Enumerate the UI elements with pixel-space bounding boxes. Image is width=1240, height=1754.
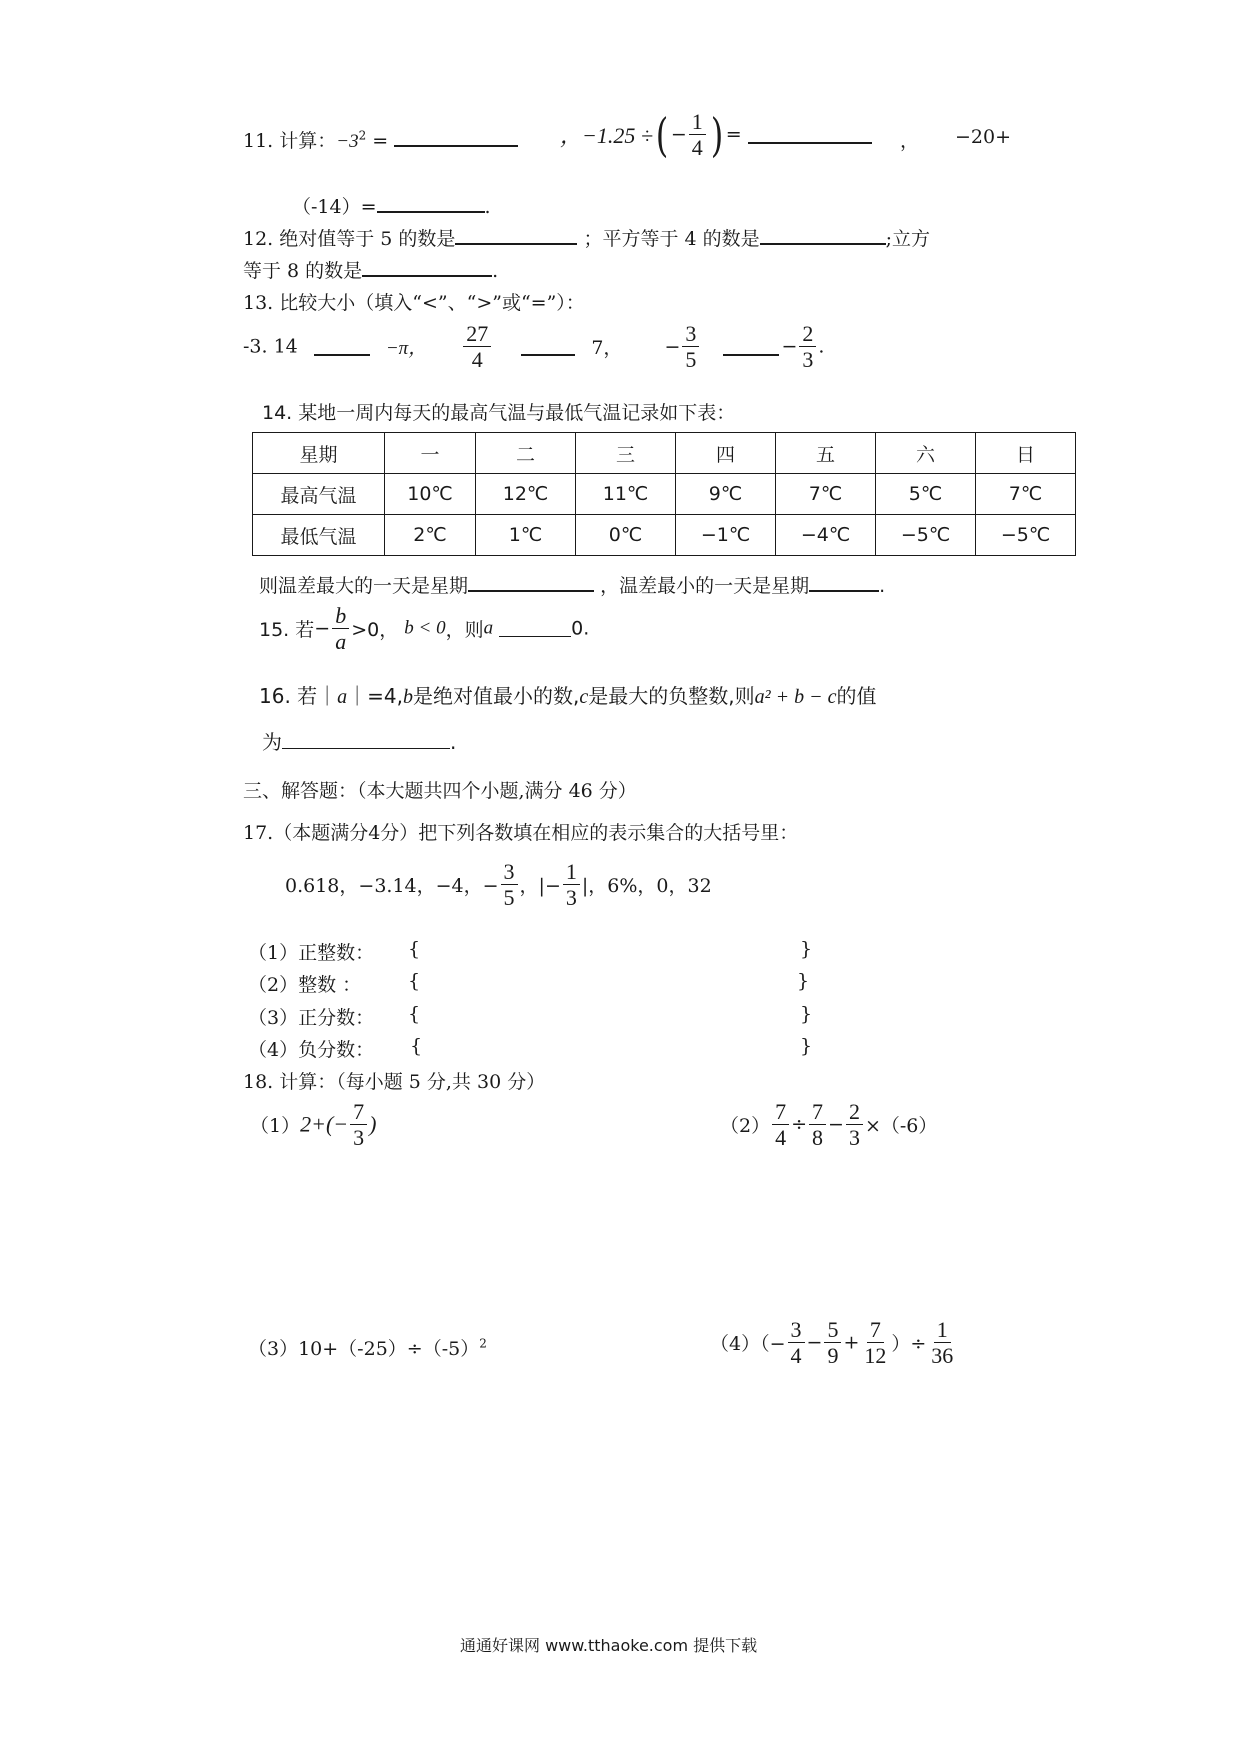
q18-part-1	[250, 1100, 376, 1149]
q16-c: c	[579, 686, 589, 708]
q17-set-2-open: {	[408, 970, 421, 992]
q16-text4: 是最大的负整数,则	[588, 684, 755, 708]
q13-blank-b[interactable]	[521, 338, 575, 356]
q11-line1	[243, 126, 518, 153]
q15-fraction	[332, 604, 349, 653]
q14-after1: 则温差最大的一天是星期	[259, 575, 469, 597]
q15-num: b	[332, 604, 349, 629]
q13-a-left: -3. 14	[243, 335, 298, 358]
q15-den: a	[335, 629, 347, 655]
q13-d-minus: −	[781, 335, 798, 358]
q18-p4-p: +	[843, 1331, 860, 1354]
q18-p4-m: −	[806, 1331, 823, 1354]
q18-p4-fraction-3	[861, 1318, 889, 1367]
q14-blank-b[interactable]	[809, 574, 879, 592]
q12-line2	[243, 256, 498, 283]
q17-f2-num: 1	[563, 860, 580, 885]
q11-expr-c: −20+	[955, 126, 1012, 148]
table-cell: 一	[385, 433, 476, 474]
table-cell: 星期	[253, 433, 385, 474]
table-row	[253, 474, 1076, 515]
q12-line1	[243, 224, 930, 251]
q16-a: a	[337, 686, 348, 708]
table-cell: 最高气温	[253, 474, 385, 515]
q16-text5: 的值	[836, 684, 877, 708]
table-cell: 二	[476, 433, 576, 474]
q11-expr-b: ，−1.25 ÷	[560, 123, 653, 149]
q11-end: .	[484, 196, 491, 218]
table-cell: 最低气温	[253, 515, 385, 556]
q15-minus: −	[314, 617, 331, 640]
q13-c-den: 5	[685, 347, 697, 373]
q11-paren-open: (	[655, 107, 669, 162]
q18-p2-div: ÷	[791, 1113, 808, 1136]
q18-p2-fraction-3	[846, 1100, 863, 1149]
q18-p2-d1: 4	[775, 1125, 787, 1151]
q15-b-cond: b < 0	[404, 617, 446, 639]
q13-d-den: 3	[802, 347, 814, 373]
q17-set-4-open: {	[410, 1035, 423, 1057]
q17-title: 17.（本题满分4分）把下列各数填在相应的表示集合的大括号里：	[243, 822, 799, 844]
q13-b-fraction	[463, 322, 491, 371]
q12-blank-c[interactable]	[362, 259, 492, 277]
q18-p4-n3: 7	[867, 1318, 884, 1343]
q16-text1: 16. 若｜	[259, 684, 338, 708]
q16-text2: ｜=4,	[347, 684, 404, 708]
q17-set-3-open: {	[408, 1003, 421, 1025]
q17-set-3-close: }	[800, 1003, 813, 1025]
table-row	[253, 515, 1076, 556]
q12-part2: ；平方等于 4 的数是	[583, 228, 760, 250]
q11-blank-c[interactable]	[377, 195, 485, 213]
q16-b: b	[403, 686, 414, 708]
q13-c-minus: −	[664, 335, 681, 358]
table-cell: 2℃	[385, 515, 476, 556]
section-3-heading: 三、解答题：（本大题共四个小题,满分 46 分）	[243, 780, 637, 802]
q16-expr: a² + b − c	[754, 686, 837, 708]
q15-label: 15. 若	[259, 619, 315, 642]
q13-c-fraction	[682, 322, 699, 371]
q18-p2-fraction-2	[809, 1100, 826, 1149]
q13-blank-a[interactable]	[314, 338, 370, 356]
q18-part-4	[710, 1318, 958, 1367]
q15-end: 0.	[571, 617, 590, 640]
q11-label: 11. 计算：	[243, 130, 337, 152]
q14-blank-a[interactable]	[468, 574, 594, 592]
q18-p2-label: （2）	[720, 1115, 771, 1138]
q17-numbers	[285, 860, 712, 909]
q11-frac-den: 4	[691, 135, 703, 161]
q11-cont: （-14）=	[292, 196, 377, 218]
q15-blank[interactable]	[499, 620, 571, 637]
table-cell: −1℃	[676, 515, 776, 556]
q18-p4-n2: 5	[824, 1318, 841, 1343]
q11-fraction	[689, 110, 706, 159]
q13-title: 13. 比较大小（填入“<”、“>”或“=”）：	[243, 292, 585, 314]
q18-p3: （3）10+（-25）÷（-5）	[248, 1338, 480, 1360]
q18-p4-d2: 9	[827, 1343, 839, 1369]
q18-p2-d3: 3	[848, 1125, 860, 1151]
table-cell: 9℃	[676, 474, 776, 515]
q13-line	[243, 322, 824, 371]
q11-eq-b: =	[725, 123, 742, 146]
table-cell: 1℃	[476, 515, 576, 556]
q16-line2-text: 为	[262, 730, 282, 754]
q17-set-2-label: （2）整数 ：	[248, 974, 362, 996]
q16-blank[interactable]	[282, 732, 450, 749]
table-cell: −4℃	[776, 515, 876, 556]
q18-p2-minus: −	[828, 1113, 844, 1136]
q17-numbers-c: |，6%，0，32	[581, 875, 712, 898]
q18-p1-den: 3	[353, 1125, 365, 1151]
q11-minus: −	[670, 123, 687, 146]
q18-p2-n2: 7	[809, 1100, 826, 1125]
q17-set-1-open: {	[408, 938, 421, 960]
q13-end: .	[818, 335, 825, 358]
q11-eq-a: =	[372, 130, 389, 152]
q18-p1-num: 7	[350, 1100, 367, 1125]
q13-d-fraction	[799, 322, 816, 371]
q11-blank-b[interactable]	[748, 126, 872, 144]
q16-line2	[262, 726, 456, 755]
q12-line2-text: 等于 8 的数是	[243, 260, 363, 282]
table-cell: 7℃	[776, 474, 876, 515]
q18-p4-fraction-1	[788, 1318, 805, 1367]
q18-title: 18. 计算：（每小题 5 分,共 30 分）	[243, 1071, 546, 1093]
q18-p4-n1: 3	[788, 1318, 805, 1343]
q18-p2-n1: 7	[772, 1100, 789, 1125]
q13-blank-c[interactable]	[723, 338, 779, 356]
q18-p2-tail: ×（-6）	[864, 1115, 938, 1138]
table-header-row	[253, 433, 1076, 474]
q18-p4-d3: 12	[864, 1343, 887, 1369]
q11-expr-a: −3	[336, 131, 359, 152]
q13-a-right: −π，	[385, 338, 428, 360]
q12-blank-a[interactable]	[455, 227, 577, 245]
q17-numbers-a: 0.618，−3.14，−4，−	[285, 875, 499, 898]
q18-p4-fraction-4	[928, 1318, 956, 1367]
table-cell: 10℃	[385, 474, 476, 515]
q13-d-num: 2	[799, 322, 816, 347]
table-cell: −5℃	[976, 515, 1076, 556]
q17-fraction-2	[563, 860, 580, 909]
q15-a: a	[483, 617, 494, 639]
q14-after2: ，温差最小的一天是星期	[600, 575, 810, 597]
q15-line	[259, 604, 589, 653]
q18-p4-d1: 4	[790, 1343, 802, 1369]
q18-p2-d2: 8	[812, 1125, 824, 1151]
q18-p2-fraction-1	[772, 1100, 789, 1149]
q16-line1	[259, 680, 877, 709]
q11-frac-num: 1	[689, 110, 706, 135]
q17-fraction-1	[501, 860, 518, 909]
q12-blank-b[interactable]	[760, 227, 886, 245]
q15-mid: >0，	[351, 619, 399, 642]
q11-exp-a: 2	[358, 128, 367, 143]
q17-set-4-label: （4）负分数：	[248, 1039, 375, 1061]
table-cell: 5℃	[876, 474, 976, 515]
q14-title: 14. 某地一周内每天的最高气温与最低气温记录如下表：	[262, 402, 736, 424]
q18-p4-label: （4）（−	[710, 1333, 786, 1356]
q17-set-2-close: }	[797, 970, 810, 992]
table-cell: 三	[576, 433, 676, 474]
q18-p2-n3: 2	[846, 1100, 863, 1125]
q18-part-2	[720, 1100, 937, 1149]
table-cell: 五	[776, 433, 876, 474]
q12-part1: 12. 绝对值等于 5 的数是	[243, 228, 456, 250]
table-cell: 0℃	[576, 515, 676, 556]
q17-f2-den: 3	[565, 885, 577, 911]
q18-p4-n4: 1	[934, 1318, 951, 1343]
q14-end: .	[879, 575, 886, 597]
q12-part3: ;立方	[885, 228, 931, 250]
q17-set-4-close: }	[800, 1035, 813, 1057]
q18-p1-label: （1）	[250, 1115, 301, 1138]
table-cell: −5℃	[876, 515, 976, 556]
q17-set-3-label: （3）正分数：	[248, 1007, 375, 1029]
q18-p1-fraction	[350, 1100, 367, 1149]
q11-line2	[292, 192, 491, 219]
q18-p4-d4: 36	[931, 1343, 954, 1369]
q17-f1-den: 5	[503, 885, 515, 911]
q11-sep: ，	[900, 130, 920, 152]
q18-p1-a: 2+(−	[300, 1111, 349, 1137]
table-cell: 六	[876, 433, 976, 474]
q13-c-num: 3	[682, 322, 699, 347]
q17-set-1-label: （1）正整数：	[248, 942, 375, 964]
q17-f1-num: 3	[501, 860, 518, 885]
q18-p1-close: )	[369, 1111, 377, 1137]
q15-then: ，则	[445, 619, 484, 642]
page-footer: 通通好课网 www.tthaoke.com 提供下载	[460, 1636, 758, 1655]
q14-after	[259, 571, 885, 598]
q13-b-num: 27	[463, 322, 491, 347]
q11-line1-b	[560, 107, 872, 162]
q13-b-right: 7，	[591, 337, 623, 360]
q17-set-1-close: }	[800, 938, 813, 960]
q16-end: .	[450, 730, 457, 754]
table-cell: 7℃	[976, 474, 1076, 515]
q18-p4-div: ）÷	[891, 1333, 927, 1356]
q12-end: .	[492, 260, 499, 282]
q17-numbers-b: ，|−	[519, 875, 561, 898]
q11-blank-a[interactable]	[394, 129, 518, 147]
q11-paren-close: )	[710, 107, 724, 162]
q13-b-den: 4	[471, 347, 483, 373]
q18-p4-fraction-2	[824, 1318, 841, 1367]
table-cell: 12℃	[476, 474, 576, 515]
table-cell: 日	[976, 433, 1076, 474]
q16-text3: 是绝对值最小的数,	[413, 684, 580, 708]
q18-part-3	[248, 1334, 487, 1361]
table-cell: 四	[676, 433, 776, 474]
q18-p3-exp: 2	[479, 1336, 487, 1351]
temperature-table	[252, 432, 1076, 556]
table-cell: 11℃	[576, 474, 676, 515]
